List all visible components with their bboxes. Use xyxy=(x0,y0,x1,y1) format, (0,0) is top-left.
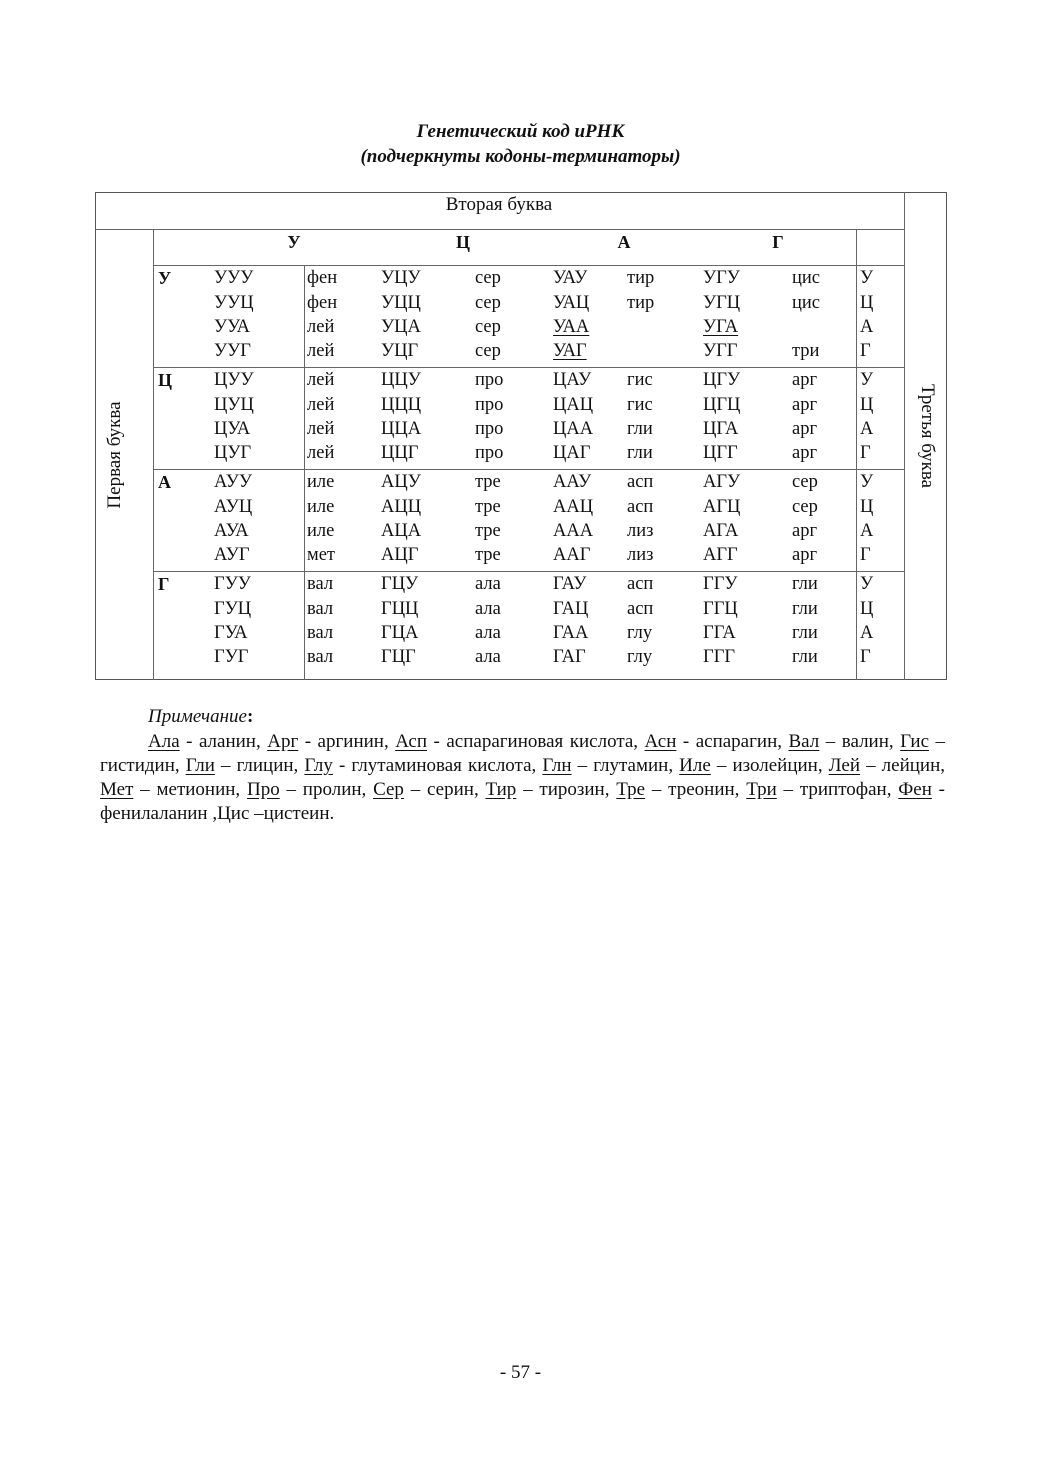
codon: ГАЦ xyxy=(553,599,589,619)
codon: УАУ xyxy=(553,268,588,288)
amino-acid: про xyxy=(475,370,504,390)
codon: ЦУГ xyxy=(214,443,252,463)
note-segment: – серин, xyxy=(403,779,486,800)
codon: УЦГ xyxy=(381,341,419,361)
codon: ААУ xyxy=(553,472,592,492)
amino-acid: вал xyxy=(307,599,334,619)
amino-acid: глу xyxy=(627,647,653,667)
amino-acid: тир xyxy=(627,293,655,313)
codon-row xyxy=(154,545,904,569)
codon: ЦАГ xyxy=(553,443,591,463)
title-line-1: Генетический код иРНК xyxy=(416,121,625,142)
codon-row xyxy=(154,647,904,671)
third-letter: Г xyxy=(860,341,871,361)
second-letter-g: Г xyxy=(772,232,784,252)
note-segment: - аланин, xyxy=(179,731,268,752)
codon: ГЦГ xyxy=(381,647,416,667)
title-line-2: (подчеркнуты кодоны-терминаторы) xyxy=(360,146,681,167)
codon: ЦАА xyxy=(553,419,594,439)
abbreviation: Фен xyxy=(898,779,932,800)
amino-acid: лей xyxy=(307,317,335,337)
codon: ГГА xyxy=(703,623,736,643)
codon: ЦУА xyxy=(214,419,251,439)
third-letter: Г xyxy=(860,443,871,463)
amino-acid: арг xyxy=(792,370,818,390)
abbreviation: Тир xyxy=(485,779,517,800)
third-letter: А xyxy=(860,521,874,541)
note-segment: – метионин, xyxy=(133,779,247,800)
third-letter: Г xyxy=(860,545,871,565)
codon: ЦУУ xyxy=(214,370,254,390)
codon-row xyxy=(154,599,904,623)
amino-acid: ала xyxy=(475,647,501,667)
note-segment: – глутамин, xyxy=(571,755,680,776)
note-segment: – пролин, xyxy=(279,779,374,800)
codon: ЦЦА xyxy=(381,419,422,439)
amino-acid: арг xyxy=(792,419,818,439)
amino-acid: ала xyxy=(475,599,501,619)
abbreviation: Глн xyxy=(542,755,572,776)
codon-row xyxy=(154,419,904,443)
codon: АГА xyxy=(703,521,739,541)
codon: УАА xyxy=(553,317,590,337)
amino-acid: арг xyxy=(792,521,818,541)
amino-acid: лей xyxy=(307,341,335,361)
amino-acid: сер xyxy=(792,497,818,517)
amino-acid: лиз xyxy=(627,521,654,541)
codon: ГЦЦ xyxy=(381,599,419,619)
codon: ГАА xyxy=(553,623,589,643)
codon: АУУ xyxy=(214,472,252,492)
third-letter: Г xyxy=(860,647,871,667)
codon: ГЦА xyxy=(381,623,419,643)
codon: ГГЦ xyxy=(703,599,738,619)
abbreviation: Асн xyxy=(644,731,677,752)
third-letter: У xyxy=(860,574,874,594)
amino-acid: фен xyxy=(307,268,338,288)
amino-acid: лей xyxy=(307,419,335,439)
codon: ЦГЦ xyxy=(703,395,741,415)
amino-acid: тир xyxy=(627,268,655,288)
abbreviation: Три xyxy=(746,779,777,800)
amino-acid: ала xyxy=(475,574,501,594)
codon: ГУГ xyxy=(214,647,249,667)
codon: УУУ xyxy=(214,268,254,288)
second-letter-u: У xyxy=(287,232,301,252)
codon: ААЦ xyxy=(553,497,594,517)
abbreviation: Ала xyxy=(148,731,180,752)
amino-acid: гли xyxy=(627,443,653,463)
codon-row xyxy=(154,472,904,496)
note-segment: - глутаминовая кислота, xyxy=(332,755,543,776)
amino-acid: тре xyxy=(475,472,501,492)
amino-acid: глу xyxy=(627,623,653,643)
table-divider xyxy=(95,229,904,230)
codon: УАЦ xyxy=(553,293,590,313)
third-letter: У xyxy=(860,370,874,390)
codon: УГУ xyxy=(703,268,740,288)
amino-acid: гли xyxy=(792,574,818,594)
amino-acid: сер xyxy=(475,317,501,337)
third-letter: У xyxy=(860,472,874,492)
amino-acid: иле xyxy=(307,497,335,517)
amino-acid: сер xyxy=(792,472,818,492)
codon: ГГГ xyxy=(703,647,736,667)
codon: ГУА xyxy=(214,623,248,643)
codon-row xyxy=(154,395,904,419)
first-letter: Ц xyxy=(158,370,173,390)
amino-acid: арг xyxy=(792,545,818,565)
abbreviation: Иле xyxy=(679,755,711,776)
amino-acid: иле xyxy=(307,472,335,492)
codon: АГГ xyxy=(703,545,738,565)
amino-acid: арг xyxy=(792,395,818,415)
amino-acid: про xyxy=(475,395,504,415)
third-letter: Ц xyxy=(860,497,874,517)
amino-acid: сер xyxy=(475,268,501,288)
note-segment: – глицин, xyxy=(214,755,305,776)
codon-block xyxy=(154,470,904,570)
note-segment: – гистидин, xyxy=(100,731,946,776)
second-letter-label: Вторая буква xyxy=(445,194,553,215)
note-segment: - аспарагин, xyxy=(676,731,789,752)
amino-acid: иле xyxy=(307,521,335,541)
abbreviation: Гис xyxy=(900,731,930,752)
amino-acid: лей xyxy=(307,395,335,415)
codon: ЦГУ xyxy=(703,370,741,390)
codon: ГУУ xyxy=(214,574,251,594)
third-letter: Ц xyxy=(860,395,874,415)
note-segment: – триптофан, xyxy=(776,779,899,800)
amino-acid: тре xyxy=(475,521,501,541)
codon: ГАГ xyxy=(553,647,586,667)
codon: АУА xyxy=(214,521,249,541)
codon: УГГ xyxy=(703,341,738,361)
amino-acid: цис xyxy=(792,268,821,288)
codon: АЦЦ xyxy=(381,497,422,517)
codon: УАГ xyxy=(553,341,587,361)
codon: ГЦУ xyxy=(381,574,419,594)
amino-acid: лиз xyxy=(627,545,654,565)
amino-acid: про xyxy=(475,443,504,463)
note-segment: - аргинин, xyxy=(298,731,396,752)
codon-row xyxy=(154,497,904,521)
second-letter-a: А xyxy=(617,232,631,252)
page-number: - 57 - xyxy=(499,1362,542,1383)
first-letter: У xyxy=(158,268,172,288)
amino-acid: асп xyxy=(627,497,654,517)
codon: ЦЦЦ xyxy=(381,395,422,415)
codon: УЦУ xyxy=(381,268,421,288)
codon: УГА xyxy=(703,317,739,337)
codon: ЦАУ xyxy=(553,370,592,390)
third-letter: А xyxy=(860,623,874,643)
amino-acid: про xyxy=(475,419,504,439)
codon: ГУЦ xyxy=(214,599,252,619)
amino-acid: гис xyxy=(627,370,653,390)
amino-acid: мет xyxy=(307,545,336,565)
codon-block xyxy=(154,266,904,366)
amino-acid: тре xyxy=(475,545,501,565)
note-segment: – треонин, xyxy=(645,779,747,800)
amino-acid: три xyxy=(792,341,820,361)
codon: АЦУ xyxy=(381,472,421,492)
codon-row xyxy=(154,574,904,598)
abbreviation: Тре xyxy=(616,779,646,800)
abbreviation: Глу xyxy=(304,755,333,776)
codon: УГЦ xyxy=(703,293,741,313)
amino-acid: гли xyxy=(792,647,818,667)
note-heading-text: Примечание xyxy=(148,706,247,727)
note-text xyxy=(100,730,945,826)
abbreviation: Лей xyxy=(828,755,861,776)
codon: АУЦ xyxy=(214,497,253,517)
amino-acid: лей xyxy=(307,370,335,390)
amino-acid: вал xyxy=(307,574,334,594)
first-letter: Г xyxy=(158,574,170,594)
codon: ЦГА xyxy=(703,419,739,439)
third-letter: Ц xyxy=(860,599,874,619)
codon: ГАУ xyxy=(553,574,587,594)
amino-acid: асп xyxy=(627,472,654,492)
codon-row xyxy=(154,293,904,317)
third-letter: У xyxy=(860,268,874,288)
codon: АГУ xyxy=(703,472,741,492)
abbreviation: Мет xyxy=(100,779,134,800)
codon: ЦЦУ xyxy=(381,370,421,390)
amino-acid: гли xyxy=(627,419,653,439)
amino-acid: лей xyxy=(307,443,335,463)
abbreviation: Асп xyxy=(395,731,428,752)
codon: УУА xyxy=(214,317,251,337)
codon-row xyxy=(154,341,904,365)
abbreviation: Вал xyxy=(788,731,820,752)
second-letter-c: Ц xyxy=(455,232,470,252)
first-letter: А xyxy=(158,472,171,492)
abbreviation: Про xyxy=(246,779,280,800)
amino-acid: арг xyxy=(792,443,818,463)
codon: АУГ xyxy=(214,545,250,565)
codon: ААА xyxy=(553,521,594,541)
abbreviation: Арг xyxy=(267,731,299,752)
abbreviation: Сер xyxy=(373,779,404,800)
third-letter: Ц xyxy=(860,293,874,313)
amino-acid: гли xyxy=(792,599,818,619)
third-letter: А xyxy=(860,419,874,439)
amino-acid: ала xyxy=(475,623,501,643)
note-segment: – изолейцин, xyxy=(710,755,829,776)
amino-acid: вал xyxy=(307,647,334,667)
amino-acid: асп xyxy=(627,574,654,594)
codon: УУГ xyxy=(214,341,251,361)
codon: ААГ xyxy=(553,545,591,565)
table-divider xyxy=(904,192,905,680)
amino-acid: сер xyxy=(475,341,501,361)
amino-acid: тре xyxy=(475,497,501,517)
amino-acid: гли xyxy=(792,623,818,643)
note-heading xyxy=(148,706,253,728)
amino-acid: цис xyxy=(792,293,821,313)
codon: УЦЦ xyxy=(381,293,421,313)
codon: ГГУ xyxy=(703,574,738,594)
third-letter: А xyxy=(860,317,874,337)
table-divider xyxy=(856,229,857,265)
codon: ЦУЦ xyxy=(214,395,254,415)
codon: УУЦ xyxy=(214,293,254,313)
codon-block xyxy=(154,572,904,672)
amino-acid: вал xyxy=(307,623,334,643)
codon-row xyxy=(154,443,904,467)
codon: ЦЦГ xyxy=(381,443,419,463)
note-segment: – лейцин, xyxy=(860,755,946,776)
amino-acid: фен xyxy=(307,293,338,313)
abbreviation: Гли xyxy=(185,755,215,776)
note-heading-colon: : xyxy=(246,706,254,727)
codon: ЦГГ xyxy=(703,443,738,463)
codon-row xyxy=(154,268,904,292)
codon-row xyxy=(154,623,904,647)
codon: ЦАЦ xyxy=(553,395,594,415)
codon-row xyxy=(154,521,904,545)
amino-acid: асп xyxy=(627,599,654,619)
note-segment: – тирозин, xyxy=(516,779,617,800)
note-segment: - фенилаланин ,Цис –цистеин. xyxy=(100,779,945,824)
codon: АЦА xyxy=(381,521,422,541)
codon: АГЦ xyxy=(703,497,741,517)
codon-block xyxy=(154,368,904,468)
codon: АЦГ xyxy=(381,545,419,565)
amino-acid: сер xyxy=(475,293,501,313)
codon: УЦА xyxy=(381,317,421,337)
note-segment: – валин, xyxy=(819,731,901,752)
third-letter-label: Третья буква xyxy=(917,383,938,489)
amino-acid: гис xyxy=(627,395,653,415)
first-letter-label: Первая буква xyxy=(104,401,125,509)
codon-row xyxy=(154,370,904,394)
note-segment: - аспарагиновая кислота, xyxy=(427,731,645,752)
codon-row xyxy=(154,317,904,341)
